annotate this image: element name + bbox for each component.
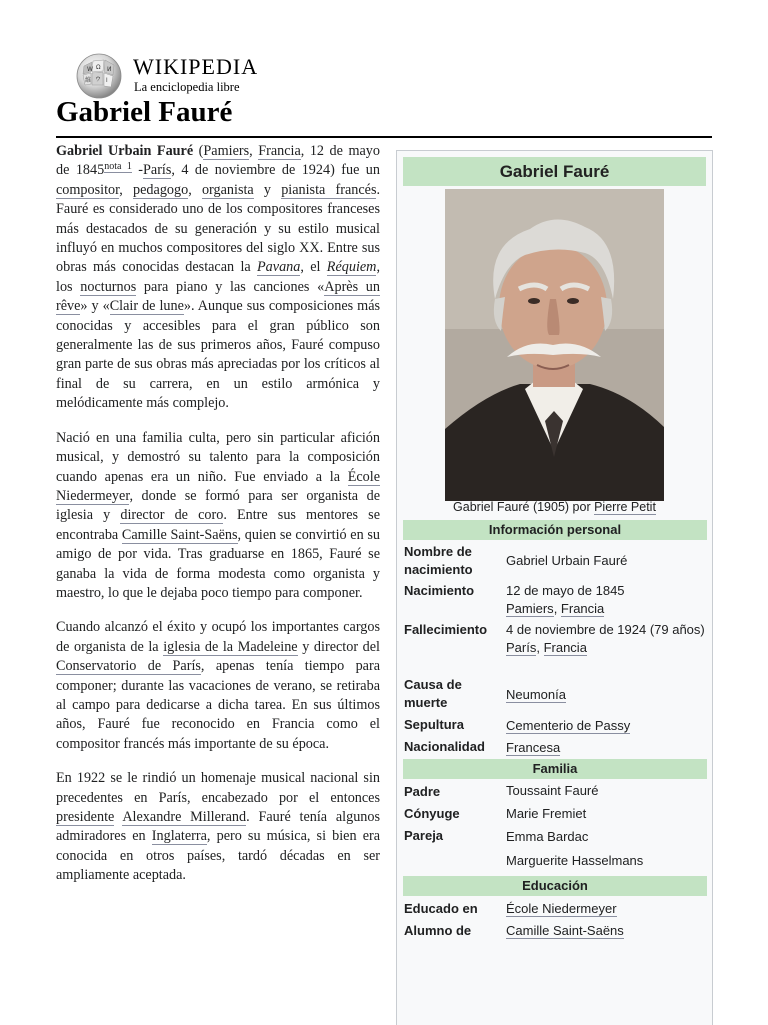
link-millerand[interactable]: Alexandre Millerand xyxy=(122,809,247,825)
value-causa-muerte xyxy=(506,686,706,704)
value-pareja-1: Emma Bardac xyxy=(506,829,589,844)
link-neumonia[interactable]: Neumonía xyxy=(506,687,566,702)
paragraph-career: Cuando alcanzó el éxito y ocupó los importantes cargos de organista de la iglesia de la Madeleine y director del Conservatorio de París, apenas tenía tiempo para componer; durante las vacaciones de verano, se retiraba al campo para dedicarse a dicha tarea. En sus últimos años, Fauré fue reconocido en Francia como el compositor francés más importante de su época. xyxy=(56,619,380,752)
value-nacimiento-lugar: Pamiers, Francia xyxy=(506,600,605,616)
link-organista[interactable]: organista xyxy=(201,181,254,198)
page-title: Gabriel Fauré xyxy=(56,96,233,128)
globe-glyph: 維 xyxy=(85,77,92,84)
link-presidente[interactable]: presidente xyxy=(56,809,115,825)
paragraph-early-life: Nació en una familia culta, pero sin particular afición musical, y demostró su talento para la composición cuando apenas era un niño. Fue enviado a la École Niedermeyer, donde se formó para ser organista de iglesia y director de coro. Entre sus mentores se encontraba Camille Saint-Saëns, quien se convirtió en su amigo de por vida. Tras graduarse en 1865, Fauré se ganaba la vida de forma modesta como organista y maestro, lo que le dejaba poco tiempo para componer. xyxy=(56,429,380,601)
globe-glyph: И xyxy=(107,66,112,73)
link-ecole-niedermeyer[interactable]: École Niedermeyer xyxy=(56,468,380,504)
value-fallecimiento-fecha: 4 de noviembre de 1924 (79 años) xyxy=(506,622,705,637)
link-pierre-petit[interactable]: Pierre Petit xyxy=(594,500,656,514)
subject-name: Gabriel Urbain Fauré xyxy=(56,143,194,159)
infobox xyxy=(396,150,713,1025)
link-inglaterra[interactable]: Inglaterra xyxy=(151,828,207,845)
wikipedia-globe-icon[interactable] xyxy=(74,52,124,100)
paragraph-homage: En 1922 se le rindió un homenaje musical nacional sin precedentes en París, encabezado por el entonces presidente Alexandre Millerand. Fauré tenía algunos admiradores en Inglaterra, pero su música, si bien era conocida en otros países, tardó décadas en ser ampliamente aceptada. xyxy=(56,770,381,884)
section-familia: Familia xyxy=(403,759,707,779)
value-nacionalidad xyxy=(506,739,706,757)
label-nacionalidad: Nacionalidad xyxy=(404,739,485,754)
label-padre: Padre xyxy=(404,784,441,799)
portrait-caption: Gabriel Fauré (1905) por Pierre Petit xyxy=(453,500,656,514)
link-pamiers[interactable]: Pamiers xyxy=(203,143,250,159)
value-nacimiento-fecha: 12 de mayo de 1845 xyxy=(506,583,625,598)
globe-glyph: Ω xyxy=(96,64,101,71)
link-madeleine[interactable]: iglesia de la Madeleine xyxy=(163,638,298,655)
link-pavana[interactable]: Pavana xyxy=(257,259,301,276)
label-sepultura: Sepultura xyxy=(404,717,464,732)
value-nacimiento xyxy=(506,582,706,617)
portrait-photo[interactable] xyxy=(445,189,664,501)
value-padre: Toussaint Fauré xyxy=(506,783,599,798)
link-compositor[interactable]: compositor xyxy=(56,181,120,198)
link-requiem[interactable]: Réquiem xyxy=(326,259,377,276)
link-apres-un-reve[interactable]: Après un rêve xyxy=(56,278,380,315)
article-body xyxy=(56,142,380,901)
value-pareja-2: Marguerite Hasselmans xyxy=(506,853,644,868)
paragraph-intro: Gabriel Urbain Fauré (Pamiers, Francia, 12 de mayo de $1845^{nota 1}$ -París, 4 de noviembre de 1924) fue un compositor, pedagogo, organista y pianista francés. Fauré es considerado uno de los compositores franceses más destacados de su generación y su estilo musical influyó en muchos compositores del siglo XX. Entre sus obras más conocidas destacan la Pavana, el Réquiem, los nocturnos para piano y las canciones «Après un rêve» y «Clair de lune». Aunque sus composiciones más conocidas y accesibles para el gran público son generalmente las de sus primeros años, Fauré compuso gran parte de sus obras más apreciadas por los críticos al final de su carrera, en un estilo armónica y melódicamente más complejo. xyxy=(56,143,381,412)
link-nocturnos[interactable]: nocturnos xyxy=(80,278,137,295)
link-conservatorio[interactable]: Conservatorio de París xyxy=(56,658,201,675)
label-fallecimiento: Fallecimiento xyxy=(404,622,488,637)
section-informacion-personal: Información personal xyxy=(403,520,707,540)
link-francia-fall-infobox[interactable]: Francia xyxy=(543,639,587,655)
century-numeral: XX xyxy=(299,240,320,257)
wikipedia-wordmark[interactable]: WIKIPEDIA xyxy=(133,54,259,79)
link-francia[interactable]: Francia xyxy=(258,143,301,159)
link-director-de-coro[interactable]: director de coro xyxy=(120,507,224,524)
link-francesa[interactable]: Francesa xyxy=(506,740,561,755)
value-fallecimiento-lugar: París, Francia xyxy=(506,639,587,655)
value-educado-en xyxy=(506,900,706,918)
title-divider xyxy=(56,136,712,138)
footnote-link[interactable]: nota 1 xyxy=(104,160,132,172)
section-educacion: Educación xyxy=(403,876,707,896)
link-pianista-frances[interactable]: pianista francés xyxy=(281,181,377,198)
link-ecole-niedermeyer-infobox[interactable]: École Niedermeyer xyxy=(506,901,617,916)
label-pareja: Pareja xyxy=(404,828,444,843)
link-clair-de-lune[interactable]: Clair de lune xyxy=(109,298,184,315)
value-conyuge: Marie Fremiet xyxy=(506,806,587,821)
wikipedia-tagline: La enciclopedia libre xyxy=(134,80,240,94)
link-saint-saens[interactable]: Camille Saint-Saëns xyxy=(121,526,238,543)
label-nacimiento: Nacimiento xyxy=(404,583,475,598)
link-pedagogo[interactable]: pedagogo xyxy=(133,181,189,198)
value-fallecimiento xyxy=(506,621,706,656)
globe-glyph: W xyxy=(87,66,93,73)
value-sepultura xyxy=(506,717,706,735)
infobox-title: Gabriel Fauré xyxy=(403,157,706,186)
value-nombre-nacimiento: Gabriel Urbain Fauré xyxy=(506,553,628,568)
link-paris-infobox[interactable]: París xyxy=(506,639,537,655)
link-cementerio-passy[interactable]: Cementerio de Passy xyxy=(506,718,631,733)
label-alumno-de: Alumno de xyxy=(404,923,472,938)
link-saint-saens-infobox[interactable]: Camille Saint-Saëns xyxy=(506,923,624,938)
link-francia-infobox[interactable]: Francia xyxy=(560,600,605,616)
value-alumno-de xyxy=(506,922,706,940)
label-nombre-nacimiento: Nombre de nacimiento xyxy=(404,544,473,577)
label-causa-muerte: Causa de muerte xyxy=(404,677,462,710)
link-paris[interactable]: París xyxy=(143,162,172,179)
globe-glyph: ا xyxy=(106,77,108,84)
label-educado-en: Educado en xyxy=(404,901,478,916)
link-pamiers-infobox[interactable]: Pamiers xyxy=(506,600,554,616)
label-conyuge: Cónyuge xyxy=(404,806,460,821)
globe-glyph: ウ xyxy=(95,76,102,83)
